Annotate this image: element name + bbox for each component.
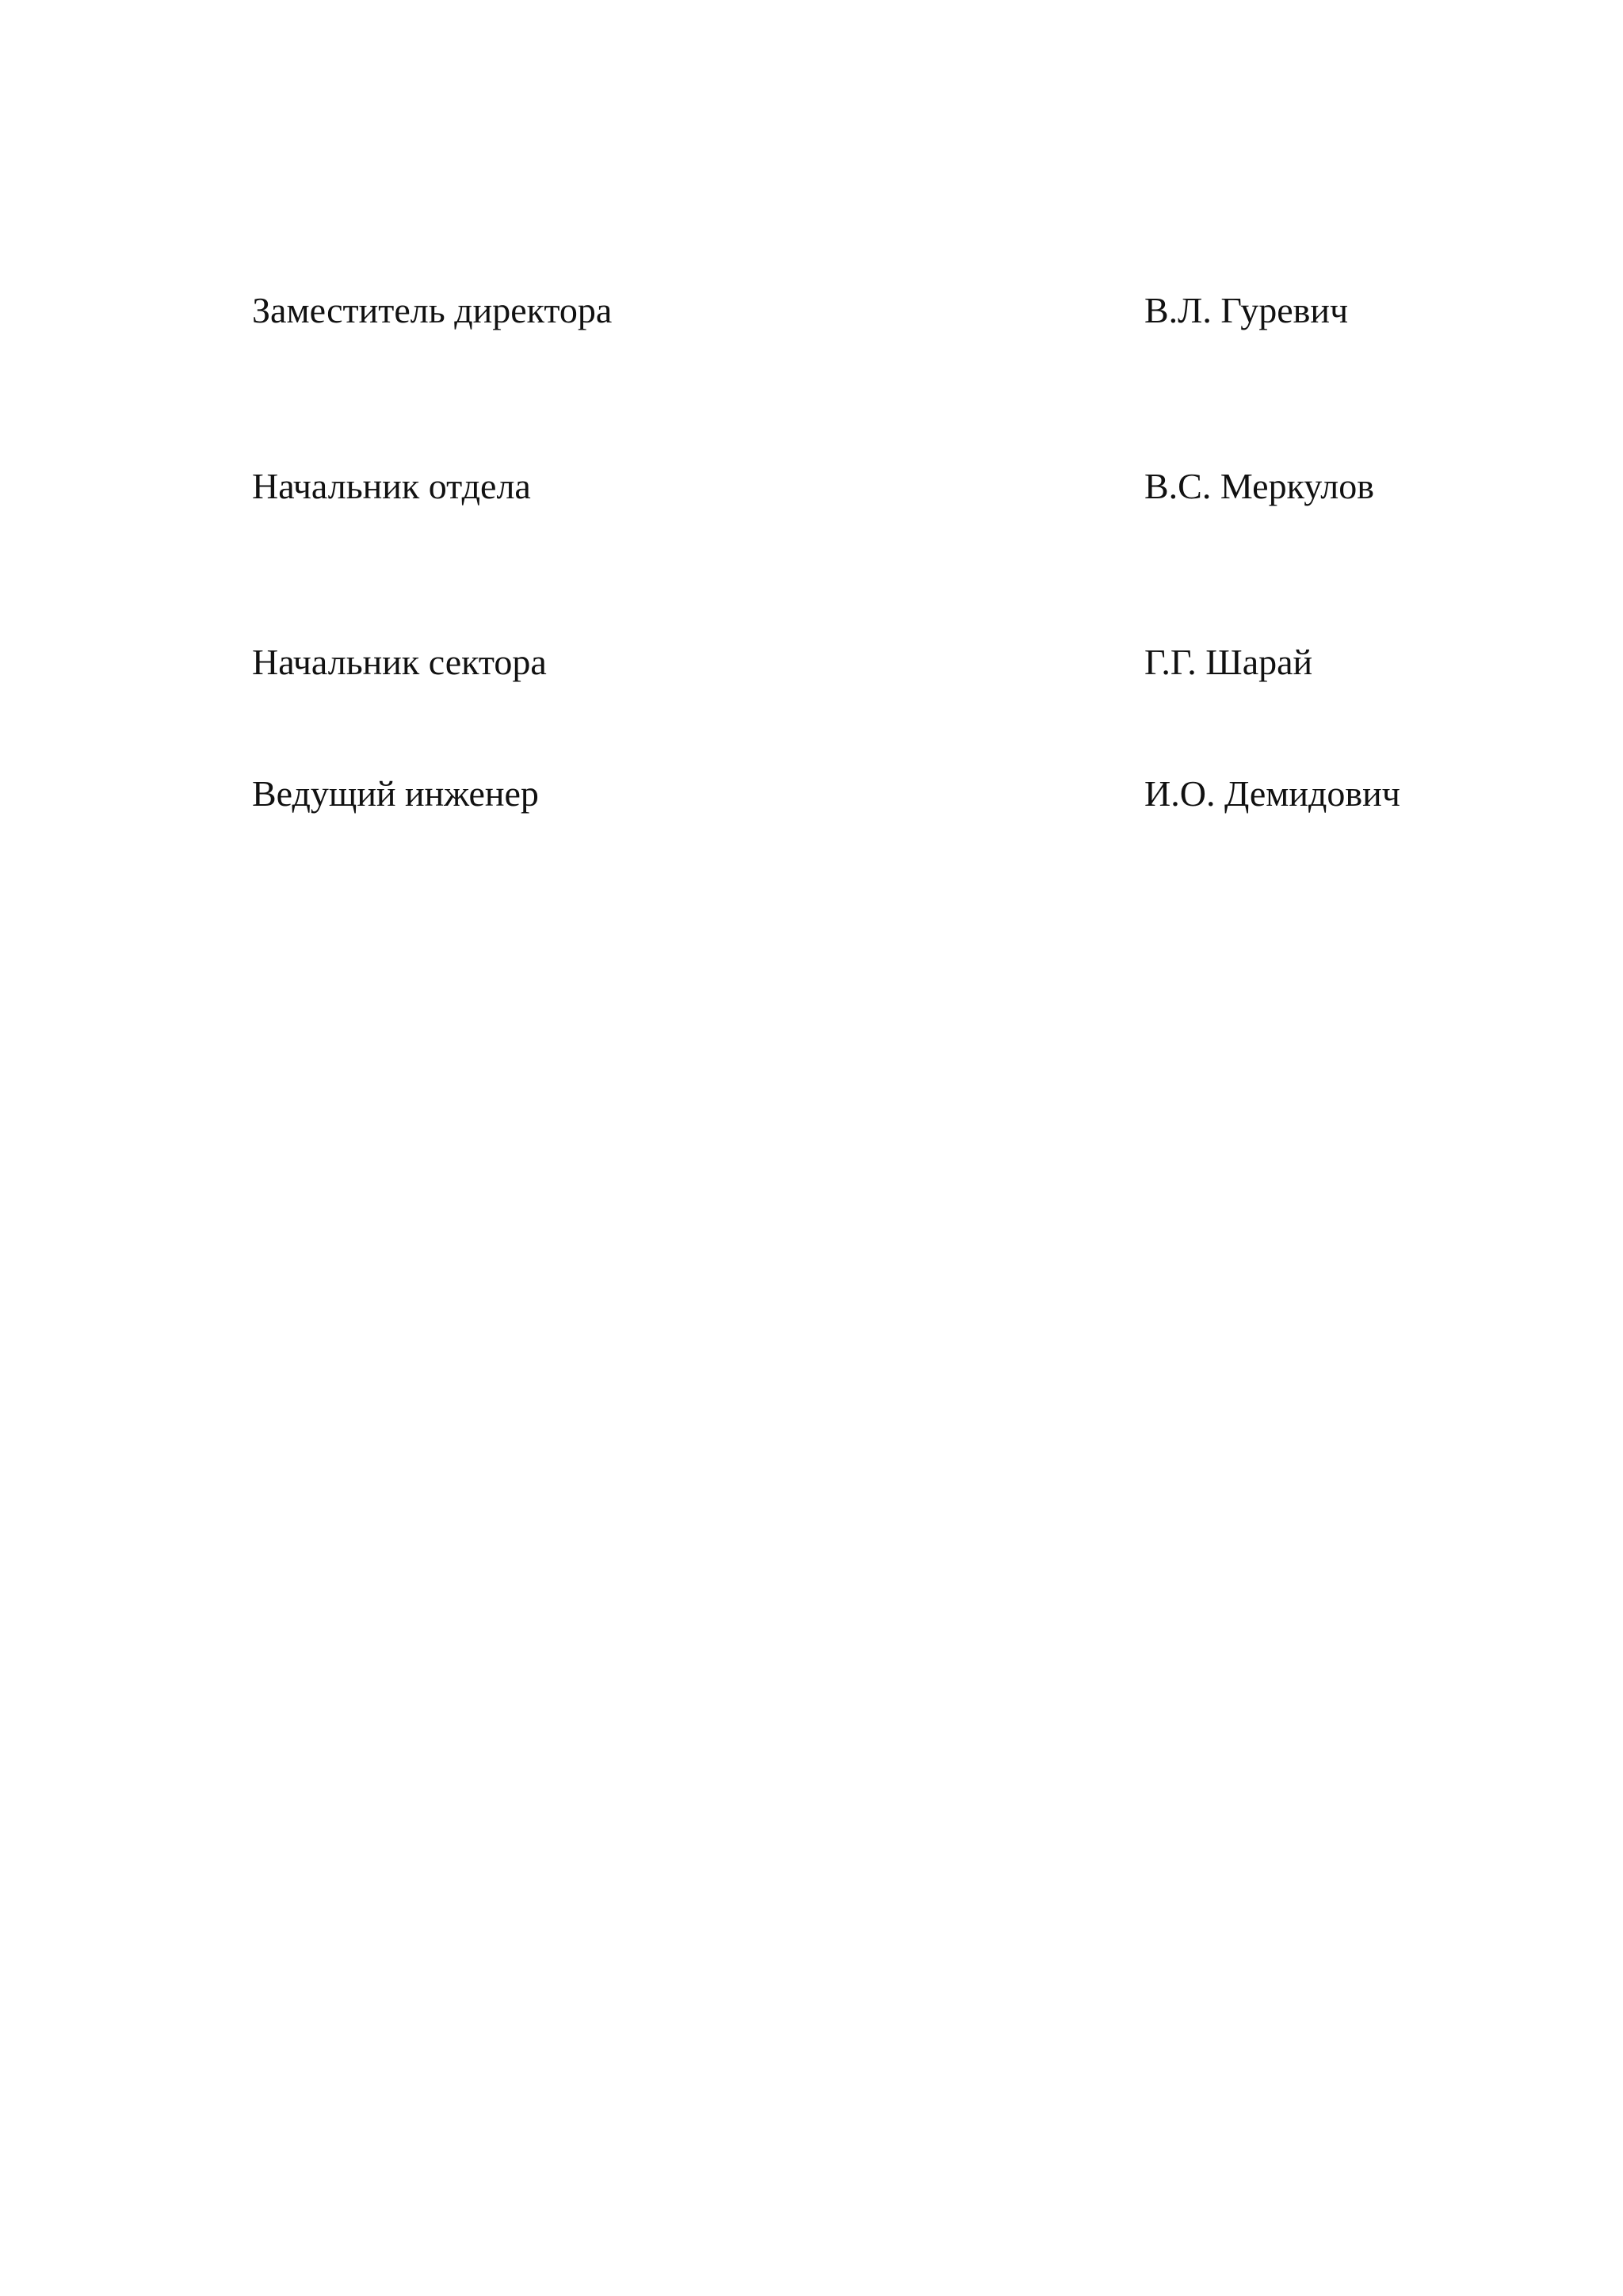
position-label: Начальник отдела — [252, 466, 531, 506]
position-label: Ведущий инженер — [252, 773, 539, 814]
signature-row-lead-engineer — [0, 770, 1623, 826]
position-label: Начальник сектора — [252, 642, 547, 682]
person-name: В.С. Меркулов — [1144, 466, 1374, 506]
signature-row-department-head — [0, 463, 1623, 518]
person-name: Г.Г. Шарай — [1144, 642, 1313, 682]
position-label: Заместитель директора — [252, 290, 613, 330]
signature-row-sector-head — [0, 639, 1623, 694]
person-name: В.Л. Гуревич — [1144, 290, 1349, 330]
signature-row-deputy-director — [0, 287, 1623, 342]
person-name: И.О. Демидович — [1144, 773, 1400, 814]
